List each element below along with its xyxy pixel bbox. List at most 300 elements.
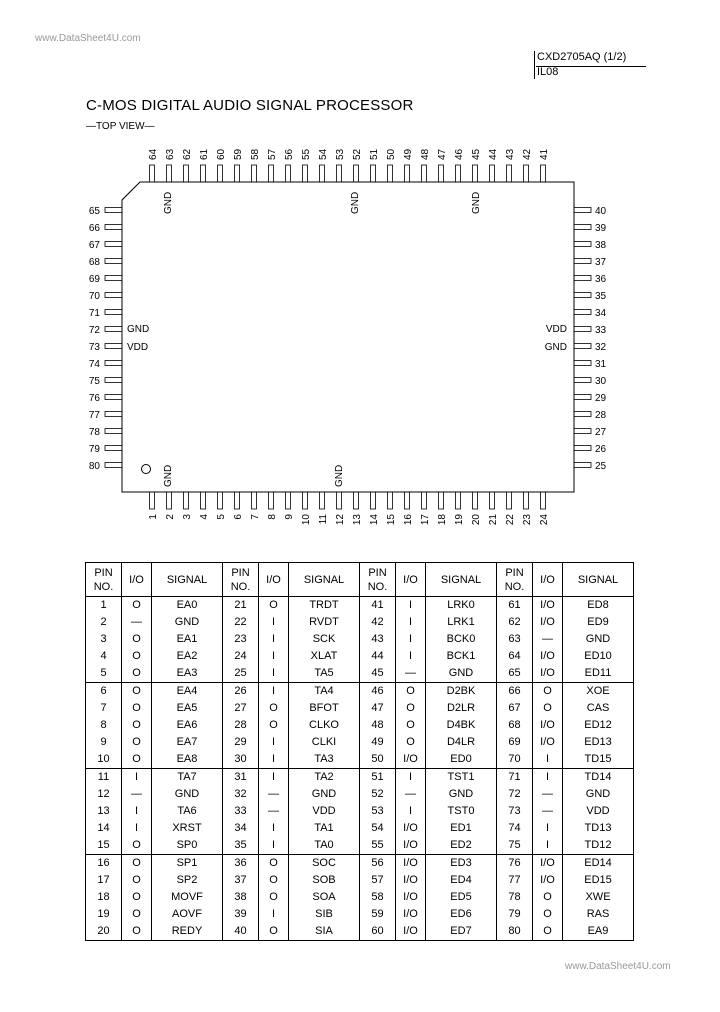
left-pin-label: 67: [88, 240, 100, 251]
pin-cell: 14: [86, 820, 122, 837]
left-pin-label: 74: [88, 359, 100, 370]
pin-cell: 6: [86, 683, 122, 701]
bottom-pin-label: 20: [471, 514, 482, 526]
table-row: [86, 700, 634, 717]
bottom-pin-13: [354, 492, 359, 509]
pin-cell: 31: [223, 769, 259, 787]
table-header-io: I/O: [122, 563, 152, 597]
io-cell: —: [533, 786, 563, 803]
left-pin-74: [105, 361, 122, 366]
io-cell: I/O: [533, 872, 563, 889]
io-cell: O: [122, 734, 152, 751]
table-row: [86, 631, 634, 648]
left-pin-72: [105, 327, 122, 332]
bottom-pin-label: 2: [165, 514, 176, 520]
pin-cell: 7: [86, 700, 122, 717]
pin-cell: 78: [497, 889, 533, 906]
bottom-pin-8: [269, 492, 274, 509]
left-pin-79: [105, 446, 122, 451]
top-pin-label: 60: [216, 148, 227, 160]
top-pin-50: [388, 165, 393, 182]
bottom-pin-label: 13: [352, 514, 363, 526]
io-cell: —: [259, 803, 289, 820]
left-pin-label: 75: [88, 376, 100, 387]
io-cell: —: [122, 786, 152, 803]
top-pin-label: 45: [471, 148, 482, 160]
pin-cell: 17: [86, 872, 122, 889]
pin-cell: 29: [223, 734, 259, 751]
pin-cell: 70: [497, 751, 533, 769]
signal-cell: TA1: [289, 820, 360, 837]
io-cell: O: [122, 665, 152, 683]
left-pin-73: [105, 344, 122, 349]
io-cell: I: [533, 837, 563, 855]
signal-cell: TRDT: [289, 597, 360, 615]
top-pin-label: 61: [199, 148, 210, 160]
right-pin-27: [574, 429, 591, 434]
signal-cell: BFOT: [289, 700, 360, 717]
bottom-pin-1: [150, 492, 155, 509]
top-pin-label: 64: [148, 148, 159, 160]
io-cell: I/O: [533, 665, 563, 683]
pin-cell: 72: [497, 786, 533, 803]
left-pin-78: [105, 429, 122, 434]
signal-cell: TA0: [289, 837, 360, 855]
pin-cell: 35: [223, 837, 259, 855]
signal-cell: ED5: [426, 889, 497, 906]
signal-cell: CLKI: [289, 734, 360, 751]
top-pin-label: 48: [420, 148, 431, 160]
io-cell: O: [122, 751, 152, 769]
io-cell: I: [259, 734, 289, 751]
io-cell: O: [122, 648, 152, 665]
pin-cell: 79: [497, 906, 533, 923]
signal-cell: EA3: [152, 665, 223, 683]
left-pin-label: 80: [88, 461, 100, 472]
signal-cell: EA6: [152, 717, 223, 734]
pin-cell: 59: [360, 906, 396, 923]
top-pin-label: 63: [165, 148, 176, 160]
pin-cell: 80: [497, 923, 533, 941]
top-pin-51: [371, 165, 376, 182]
pin-cell: 50: [360, 751, 396, 769]
top-pin-62: [184, 165, 189, 182]
signal-cell: GND: [426, 665, 497, 683]
io-cell: I: [396, 597, 426, 615]
io-cell: I: [259, 820, 289, 837]
page-title: C-MOS DIGITAL AUDIO SIGNAL PROCESSOR: [86, 97, 414, 114]
left-pin-label: 76: [88, 393, 100, 404]
left-pin-label: 65: [88, 206, 100, 217]
io-cell: O: [259, 923, 289, 941]
io-cell: O: [122, 872, 152, 889]
bottom-pin-label: 11: [318, 514, 329, 525]
pin-assignment-table: [85, 562, 634, 941]
pin1-marker: [142, 465, 151, 474]
right-pin-32: [574, 344, 591, 349]
io-cell: I/O: [533, 717, 563, 734]
io-cell: I: [533, 820, 563, 837]
signal-cell: AOVF: [152, 906, 223, 923]
signal-cell: ED4: [426, 872, 497, 889]
pin-cell: 65: [497, 665, 533, 683]
right-pin-30: [574, 378, 591, 383]
pin-cell: 30: [223, 751, 259, 769]
signal-cell: XLAT: [289, 648, 360, 665]
io-cell: —: [396, 665, 426, 683]
signal-cell: EA7: [152, 734, 223, 751]
top-pin-label: 46: [454, 148, 465, 160]
io-cell: I/O: [396, 872, 426, 889]
pin-cell: 53: [360, 803, 396, 820]
table-row: [86, 665, 634, 683]
signal-cell: SIB: [289, 906, 360, 923]
pin-cell: 32: [223, 786, 259, 803]
signal-cell: ED1: [426, 820, 497, 837]
table-row: [86, 751, 634, 769]
pin-cell: 39: [223, 906, 259, 923]
io-cell: I: [259, 769, 289, 787]
io-cell: I/O: [396, 923, 426, 941]
signal-cell: SIA: [289, 923, 360, 941]
signal-cell: TA4: [289, 683, 360, 701]
io-cell: O: [533, 923, 563, 941]
top-pin-60: [218, 165, 223, 182]
pin-cell: 33: [223, 803, 259, 820]
bottom-pin-9: [286, 492, 291, 509]
signal-cell: REDY: [152, 923, 223, 941]
signal-cell: SCK: [289, 631, 360, 648]
pin-cell: 49: [360, 734, 396, 751]
right-pin-label: 40: [595, 206, 607, 217]
bottom-pin-17: [422, 492, 427, 509]
pin-cell: 24: [223, 648, 259, 665]
pin-cell: 3: [86, 631, 122, 648]
io-cell: I/O: [396, 751, 426, 769]
part-number: CXD2705AQ (1/2): [537, 51, 627, 63]
top-pin-53: [337, 165, 342, 182]
table-row: [86, 872, 634, 889]
pin-cell: 1: [86, 597, 122, 615]
right-pin-label: 31: [595, 359, 607, 370]
bottom-pin-6: [235, 492, 240, 509]
bottom-pin-label: 12: [335, 514, 346, 526]
top-pin-label: 44: [488, 148, 499, 160]
signal-cell: BCK0: [426, 631, 497, 648]
signal-cell: ED8: [563, 597, 634, 615]
io-cell: —: [259, 786, 289, 803]
left-pin-label: 66: [88, 223, 100, 234]
pin-cell: 54: [360, 820, 396, 837]
bottom-pin-label: 23: [522, 514, 533, 526]
right-pin-25: [574, 463, 591, 468]
top-pin-61: [201, 165, 206, 182]
right-pin-label: 39: [595, 223, 607, 234]
signal-cell: TD12: [563, 837, 634, 855]
top-pin-label: 53: [335, 148, 346, 160]
signal-cell: ED0: [426, 751, 497, 769]
right-pin-label: 28: [595, 410, 607, 421]
table-header-pin: PIN NO.: [497, 563, 533, 597]
signal-cell: TA3: [289, 751, 360, 769]
bottom-pin-label: 8: [267, 514, 278, 520]
signal-cell: ED12: [563, 717, 634, 734]
signal-cell: D2BK: [426, 683, 497, 701]
gnd-label-bottom-2: GND: [334, 464, 345, 487]
table-header-pin: PIN NO.: [360, 563, 396, 597]
io-cell: I: [259, 906, 289, 923]
top-pin-48: [422, 165, 427, 182]
top-pin-label: 47: [437, 148, 448, 160]
left-pin-76: [105, 395, 122, 400]
top-pin-label: 57: [267, 148, 278, 160]
signal-cell: TA2: [289, 769, 360, 787]
signal-cell: XWE: [563, 889, 634, 906]
left-pin-69: [105, 276, 122, 281]
pin-cell: 71: [497, 769, 533, 787]
left-pin-66: [105, 225, 122, 230]
io-cell: —: [533, 803, 563, 820]
pin-cell: 56: [360, 855, 396, 873]
pin-cell: 45: [360, 665, 396, 683]
pin-cell: 9: [86, 734, 122, 751]
top-pin-52: [354, 165, 359, 182]
pin-cell: 26: [223, 683, 259, 701]
pin-cell: 34: [223, 820, 259, 837]
right-pin-label: 29: [595, 393, 607, 404]
io-cell: O: [122, 837, 152, 855]
signal-cell: GND: [563, 631, 634, 648]
io-cell: I/O: [533, 597, 563, 615]
left-pin-77: [105, 412, 122, 417]
signal-cell: EA2: [152, 648, 223, 665]
vdd-label-left: VDD: [127, 342, 149, 353]
left-pin-label: 73: [88, 342, 100, 353]
io-cell: O: [122, 631, 152, 648]
gnd-label-bottom-1: GND: [163, 464, 174, 487]
top-pin-label: 56: [284, 148, 295, 160]
signal-cell: ED11: [563, 665, 634, 683]
pin-cell: 75: [497, 837, 533, 855]
io-cell: O: [533, 700, 563, 717]
signal-cell: SP1: [152, 855, 223, 873]
top-pin-55: [303, 165, 308, 182]
table-row: [86, 889, 634, 906]
top-pin-label: 55: [301, 148, 312, 160]
io-cell: I: [259, 665, 289, 683]
signal-cell: ED15: [563, 872, 634, 889]
table-header-signal: SIGNAL: [426, 563, 497, 597]
table-row: [86, 923, 634, 941]
io-cell: I/O: [533, 648, 563, 665]
bottom-pin-21: [490, 492, 495, 509]
bottom-pin-12: [337, 492, 342, 509]
signal-cell: LRK1: [426, 614, 497, 631]
io-cell: —: [122, 614, 152, 631]
signal-cell: VDD: [289, 803, 360, 820]
left-pin-65: [105, 208, 122, 213]
signal-cell: EA5: [152, 700, 223, 717]
io-cell: O: [533, 906, 563, 923]
signal-cell: D4LR: [426, 734, 497, 751]
io-cell: O: [533, 889, 563, 906]
pin-cell: 48: [360, 717, 396, 734]
signal-cell: EA1: [152, 631, 223, 648]
io-cell: I: [259, 683, 289, 701]
signal-cell: ED14: [563, 855, 634, 873]
signal-cell: ED10: [563, 648, 634, 665]
table-row: [86, 597, 634, 615]
table-header-pin: PIN NO.: [86, 563, 122, 597]
signal-cell: GND: [289, 786, 360, 803]
io-cell: I/O: [533, 855, 563, 873]
signal-cell: ED13: [563, 734, 634, 751]
pin-cell: 51: [360, 769, 396, 787]
left-pin-label: 79: [88, 444, 100, 455]
io-cell: O: [396, 734, 426, 751]
pin-cell: 58: [360, 889, 396, 906]
pin-cell: 43: [360, 631, 396, 648]
table-row: [86, 786, 634, 803]
bottom-pin-14: [371, 492, 376, 509]
top-pin-54: [320, 165, 325, 182]
top-pin-49: [405, 165, 410, 182]
bottom-pin-label: 5: [216, 514, 227, 520]
signal-cell: XOE: [563, 683, 634, 701]
io-cell: I: [533, 769, 563, 787]
left-pin-label: 71: [88, 308, 100, 319]
top-pin-label: 51: [369, 148, 380, 160]
bottom-pin-label: 17: [420, 514, 431, 526]
bottom-pin-label: 10: [301, 514, 312, 526]
left-pin-68: [105, 259, 122, 264]
bottom-pin-15: [388, 492, 393, 509]
bottom-pin-18: [439, 492, 444, 509]
signal-cell: SOA: [289, 889, 360, 906]
signal-cell: XRST: [152, 820, 223, 837]
table-row: [86, 717, 634, 734]
bottom-pin-16: [405, 492, 410, 509]
io-cell: O: [396, 683, 426, 701]
pin-cell: 28: [223, 717, 259, 734]
bottom-pin-11: [320, 492, 325, 509]
bottom-pin-label: 16: [403, 514, 414, 526]
right-pin-label: 30: [595, 376, 607, 387]
io-cell: O: [122, 923, 152, 941]
top-pin-label: 41: [539, 148, 550, 160]
pin-cell: 27: [223, 700, 259, 717]
io-cell: O: [396, 717, 426, 734]
pin-cell: 4: [86, 648, 122, 665]
io-cell: I: [122, 803, 152, 820]
signal-cell: GND: [563, 786, 634, 803]
signal-cell: EA0: [152, 597, 223, 615]
table-header-pin: PIN NO.: [223, 563, 259, 597]
table-header-signal: SIGNAL: [563, 563, 634, 597]
pin-cell: 41: [360, 597, 396, 615]
signal-cell: VDD: [563, 803, 634, 820]
table-header-io: I/O: [396, 563, 426, 597]
watermark-bottom: www.DataSheet4U.com: [565, 961, 671, 972]
bottom-pin-label: 3: [182, 514, 193, 520]
right-pin-label: 26: [595, 444, 607, 455]
top-pin-57: [269, 165, 274, 182]
left-pin-75: [105, 378, 122, 383]
pin-cell: 38: [223, 889, 259, 906]
signal-cell: EA8: [152, 751, 223, 769]
io-cell: O: [122, 855, 152, 873]
pin-cell: 15: [86, 837, 122, 855]
io-cell: I: [396, 631, 426, 648]
pin-cell: 74: [497, 820, 533, 837]
pin-cell: 13: [86, 803, 122, 820]
pin-cell: 22: [223, 614, 259, 631]
io-cell: O: [122, 906, 152, 923]
left-pin-80: [105, 463, 122, 468]
signal-cell: BCK1: [426, 648, 497, 665]
signal-cell: RVDT: [289, 614, 360, 631]
left-pin-label: 70: [88, 291, 100, 302]
io-cell: I: [396, 803, 426, 820]
right-pin-33: [574, 327, 591, 332]
io-cell: I/O: [396, 837, 426, 855]
signal-cell: TD15: [563, 751, 634, 769]
top-pin-47: [439, 165, 444, 182]
pin-cell: 12: [86, 786, 122, 803]
pin-cell: 37: [223, 872, 259, 889]
pin-cell: 40: [223, 923, 259, 941]
table-row: [86, 803, 634, 820]
top-pin-label: 52: [352, 148, 363, 160]
right-pin-35: [574, 293, 591, 298]
bottom-pin-label: 18: [437, 514, 448, 526]
bottom-pin-20: [473, 492, 478, 509]
bottom-pin-4: [201, 492, 206, 509]
signal-cell: CLKO: [289, 717, 360, 734]
gnd-label-left: GND: [127, 324, 150, 335]
right-pin-37: [574, 259, 591, 264]
io-cell: I/O: [396, 889, 426, 906]
io-cell: O: [259, 597, 289, 615]
io-cell: —: [396, 786, 426, 803]
signal-cell: SOC: [289, 855, 360, 873]
signal-cell: LRK0: [426, 597, 497, 615]
pin-cell: 20: [86, 923, 122, 941]
signal-cell: TST0: [426, 803, 497, 820]
left-pin-label: 68: [88, 257, 100, 268]
right-pin-31: [574, 361, 591, 366]
pin-cell: 25: [223, 665, 259, 683]
bottom-pin-label: 14: [369, 514, 380, 526]
signal-cell: TD14: [563, 769, 634, 787]
table-row: [86, 906, 634, 923]
gnd-label-top-2: GND: [350, 191, 361, 214]
bottom-pin-label: 9: [284, 514, 295, 520]
right-pin-label: 38: [595, 240, 607, 251]
signal-cell: ED9: [563, 614, 634, 631]
top-pin-64: [150, 165, 155, 182]
table-row: [86, 837, 634, 855]
pin-cell: 8: [86, 717, 122, 734]
bottom-pin-5: [218, 492, 223, 509]
top-pin-44: [490, 165, 495, 182]
left-pin-71: [105, 310, 122, 315]
right-pin-label: 37: [595, 257, 607, 268]
bottom-pin-label: 19: [454, 514, 465, 526]
io-cell: O: [122, 889, 152, 906]
right-pin-label: 33: [595, 325, 607, 336]
pin-cell: 44: [360, 648, 396, 665]
